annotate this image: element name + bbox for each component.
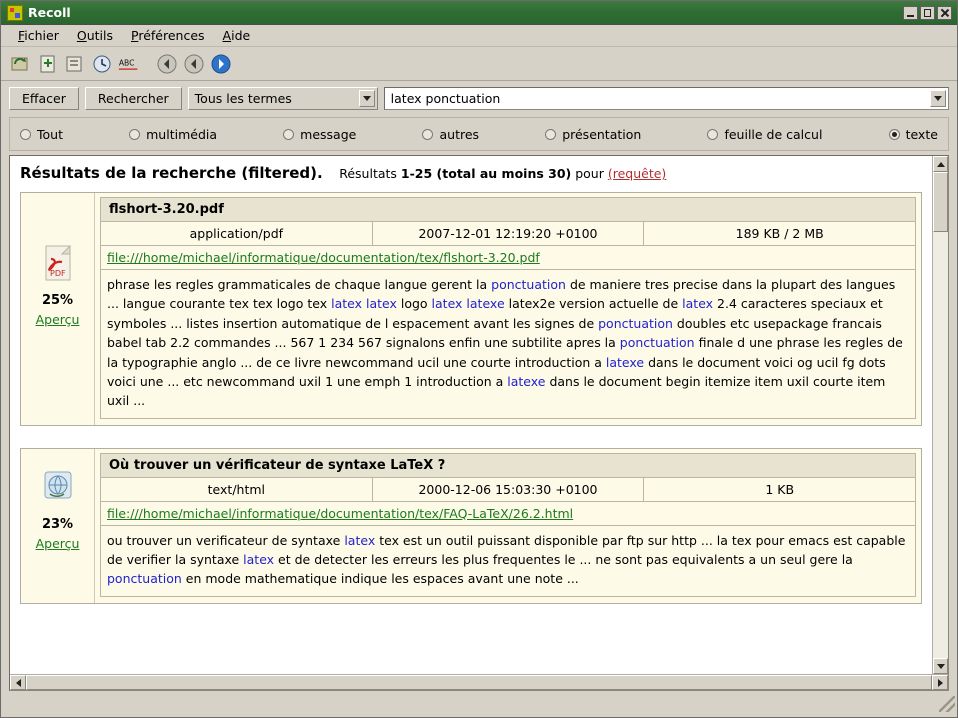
svg-text:PDF: PDF xyxy=(49,269,66,278)
result-url-row xyxy=(100,246,916,270)
filter-label: Tout xyxy=(37,126,63,142)
filter-tout[interactable] xyxy=(20,127,63,142)
chevron-left-icon xyxy=(16,679,21,687)
status-bar xyxy=(1,691,957,717)
menu-aide[interactable]: Aide xyxy=(222,28,251,43)
minimize-button[interactable] xyxy=(903,6,918,20)
minimize-icon xyxy=(904,7,917,19)
filter-texte[interactable] xyxy=(889,127,938,142)
snippet-text: ou trouver un verificateur de syntaxe xyxy=(107,532,345,548)
snippet-text: de maniere tres precise dans la plupart des langues ... langue courante tex tex logo tex xyxy=(107,277,896,312)
result-body xyxy=(95,449,921,603)
search-bar xyxy=(1,81,957,115)
spelling-icon[interactable] xyxy=(117,52,141,76)
resize-grip[interactable] xyxy=(939,696,955,712)
html-file-icon xyxy=(41,469,75,507)
result-meta xyxy=(100,478,916,502)
recoll-icon xyxy=(7,5,23,21)
search-history-chevron-icon[interactable] xyxy=(930,90,946,107)
update-index-icon[interactable] xyxy=(9,52,33,76)
snippet-text: latex2e version actuelle de xyxy=(504,296,683,312)
menu-outils[interactable]: Outils xyxy=(76,28,113,43)
result-meta xyxy=(100,222,916,246)
result-snippet xyxy=(100,526,916,597)
radio-icon xyxy=(707,129,718,140)
result-mime: application/pdf xyxy=(101,222,373,245)
snippet-keyword: ponctuation xyxy=(619,335,695,351)
maximize-icon xyxy=(921,7,934,19)
chevron-up-icon xyxy=(937,162,945,167)
results-count-range: 1-25 (total au moins 30) xyxy=(400,166,572,181)
search-input-value: latex ponctuation xyxy=(390,90,501,106)
filter-label: multimédia xyxy=(146,126,218,142)
close-button[interactable] xyxy=(937,6,952,20)
result-url-link[interactable]: file:///home/michael/informatique/documentation/tex/flshort-3.20.pdf xyxy=(107,250,540,265)
filter-feuille-de-calcul[interactable] xyxy=(707,127,822,142)
filter-multimedia[interactable] xyxy=(129,127,217,142)
nav-first-icon[interactable] xyxy=(155,52,179,76)
radio-icon xyxy=(20,129,31,140)
snippet-text: dans le document voici og ucil fg dots voici une ... etc newcommand uxil 1 une emph 1 introduction a xyxy=(107,354,886,389)
snippet-keyword: latexe xyxy=(605,354,645,370)
result-body xyxy=(95,193,921,425)
results-count-prefix: Résultats xyxy=(339,166,401,181)
scroll-thumb-h[interactable] xyxy=(26,675,932,690)
index-config-icon[interactable] xyxy=(36,52,60,76)
menu-bar xyxy=(1,25,957,47)
filter-label: présentation xyxy=(562,126,642,142)
snippet-text: phrase les regles grammaticales de chaque langue gerent la xyxy=(107,277,492,292)
snippet-keyword: latex latexe xyxy=(431,296,505,312)
snippet-text: tex est un outil puissant disponible par ftp sur http ... la tex pour emacs est capable de verifier la syntaxe xyxy=(107,532,906,567)
search-mode-value: Tous les termes xyxy=(194,90,292,106)
results-panel xyxy=(9,155,949,691)
scroll-left-button[interactable] xyxy=(10,675,26,690)
preview-link[interactable]: Aperçu xyxy=(35,535,80,551)
snippet-keyword: latexe xyxy=(507,373,546,389)
clear-button[interactable]: Effacer xyxy=(9,87,79,110)
nav-prev-icon[interactable] xyxy=(182,52,206,76)
maximize-button[interactable] xyxy=(920,6,935,20)
menu-fichier[interactable]: Fichier xyxy=(18,28,59,43)
scroll-up-button[interactable] xyxy=(933,156,948,172)
window-title: Recoll xyxy=(28,5,71,20)
filter-label: autres xyxy=(439,126,480,142)
radio-icon xyxy=(422,129,433,140)
filter-message[interactable] xyxy=(283,127,356,142)
menu-preferences[interactable]: Préférences xyxy=(131,28,205,43)
chevron-right-icon xyxy=(938,679,943,687)
results-horizontal-scrollbar[interactable] xyxy=(10,674,948,690)
snippet-text: 2.4 caracteres speciaux et symboles ... listes insertion automatique de l espacement avant les signes de xyxy=(107,296,883,331)
search-input[interactable] xyxy=(384,87,949,110)
snippet-text: en mode mathematique indique les espaces avant une note ... xyxy=(181,571,579,587)
snippet-keyword: ponctuation xyxy=(107,571,182,587)
nav-next-icon[interactable] xyxy=(209,52,233,76)
radio-icon xyxy=(283,129,294,140)
results-list xyxy=(10,156,932,674)
snippet-text: dans le document begin itemize item uxil courte item uxil ... xyxy=(107,373,886,409)
tool-bar xyxy=(1,47,957,81)
search-button[interactable]: Rechercher xyxy=(85,87,182,110)
result-title[interactable]: Où trouver un vérificateur de syntaxe LaTeX ? xyxy=(100,453,916,478)
title-bar xyxy=(1,1,957,25)
results-count xyxy=(339,166,666,181)
snippet-text: et de detecter les erreurs les plus frequentes le ... ne sont pas equivalents a un seul gere la xyxy=(274,552,853,567)
radio-icon-selected xyxy=(889,129,900,140)
external-index-icon[interactable] xyxy=(63,52,87,76)
snippet-keyword: ponctuation xyxy=(491,277,566,292)
close-icon xyxy=(938,7,951,19)
snippet-text: logo xyxy=(396,296,432,312)
snippet-text: doubles etc usepackage francais babel tab 2.2 commandes ... 567 1 234 567 signalons enfin une subtilite apres la xyxy=(107,315,882,351)
chevron-down-icon xyxy=(937,664,945,669)
result-date: 2000-12-06 15:03:30 +0100 xyxy=(373,478,645,501)
results-header xyxy=(20,164,922,182)
result-date: 2007-12-01 12:19:20 +0100 xyxy=(373,222,645,245)
query-link[interactable]: (requête) xyxy=(607,166,667,181)
filter-label: feuille de calcul xyxy=(724,126,823,142)
search-mode-select[interactable] xyxy=(188,87,378,110)
category-filter-bar xyxy=(9,117,949,151)
snippet-keyword: latex xyxy=(682,296,714,312)
result-url-link[interactable]: file:///home/michael/informatique/documentation/tex/FAQ-LaTeX/26.2.html xyxy=(107,505,574,521)
radio-icon xyxy=(129,129,140,140)
result-mime: text/html xyxy=(101,478,373,501)
filter-presentation[interactable] xyxy=(545,127,641,142)
preview-link[interactable]: Aperçu xyxy=(35,312,80,327)
scroll-track-h[interactable] xyxy=(26,675,932,690)
scroll-thumb[interactable] xyxy=(933,172,948,232)
snippet-keyword: latex latex xyxy=(331,296,397,312)
results-vertical-scrollbar[interactable] xyxy=(932,156,948,674)
snippet-keyword: latex xyxy=(344,532,376,548)
filter-autres[interactable] xyxy=(422,127,479,142)
scroll-down-button[interactable] xyxy=(933,658,948,674)
result-size: 1 KB xyxy=(765,481,795,497)
filter-label: texte xyxy=(905,126,938,142)
chevron-down-icon[interactable] xyxy=(359,90,375,107)
scroll-track[interactable] xyxy=(933,172,948,658)
snippet-text: finale d une phrase les regles de la typographie anglo ... de ce livre newcommand ucil une courte introduction a xyxy=(107,335,903,370)
relevance-percent: 23% xyxy=(41,516,74,532)
scroll-right-button[interactable] xyxy=(932,675,948,690)
snippet-keyword: ponctuation xyxy=(598,315,673,331)
pdf-file-icon xyxy=(41,245,75,283)
results-count-mid: pour xyxy=(571,166,608,181)
result-sidebar xyxy=(21,193,95,425)
result-snippet xyxy=(100,270,916,419)
result-sidebar xyxy=(21,449,95,603)
snippet-keyword: latex xyxy=(243,552,275,567)
svg-text:ABC: ABC xyxy=(118,58,135,68)
result-item[interactable] xyxy=(20,448,922,604)
result-title[interactable]: flshort-3.20.pdf xyxy=(100,197,916,222)
result-size: 189 KB / 2 MB xyxy=(735,226,824,241)
relevance-percent: 25% xyxy=(41,293,74,308)
result-url-row xyxy=(100,502,916,526)
radio-icon xyxy=(545,129,556,140)
window-controls xyxy=(903,6,952,20)
history-icon[interactable] xyxy=(90,52,114,76)
results-title: Résultats de la recherche (filtered). xyxy=(20,164,323,182)
result-item[interactable] xyxy=(20,192,922,426)
filter-label: message xyxy=(300,126,357,142)
